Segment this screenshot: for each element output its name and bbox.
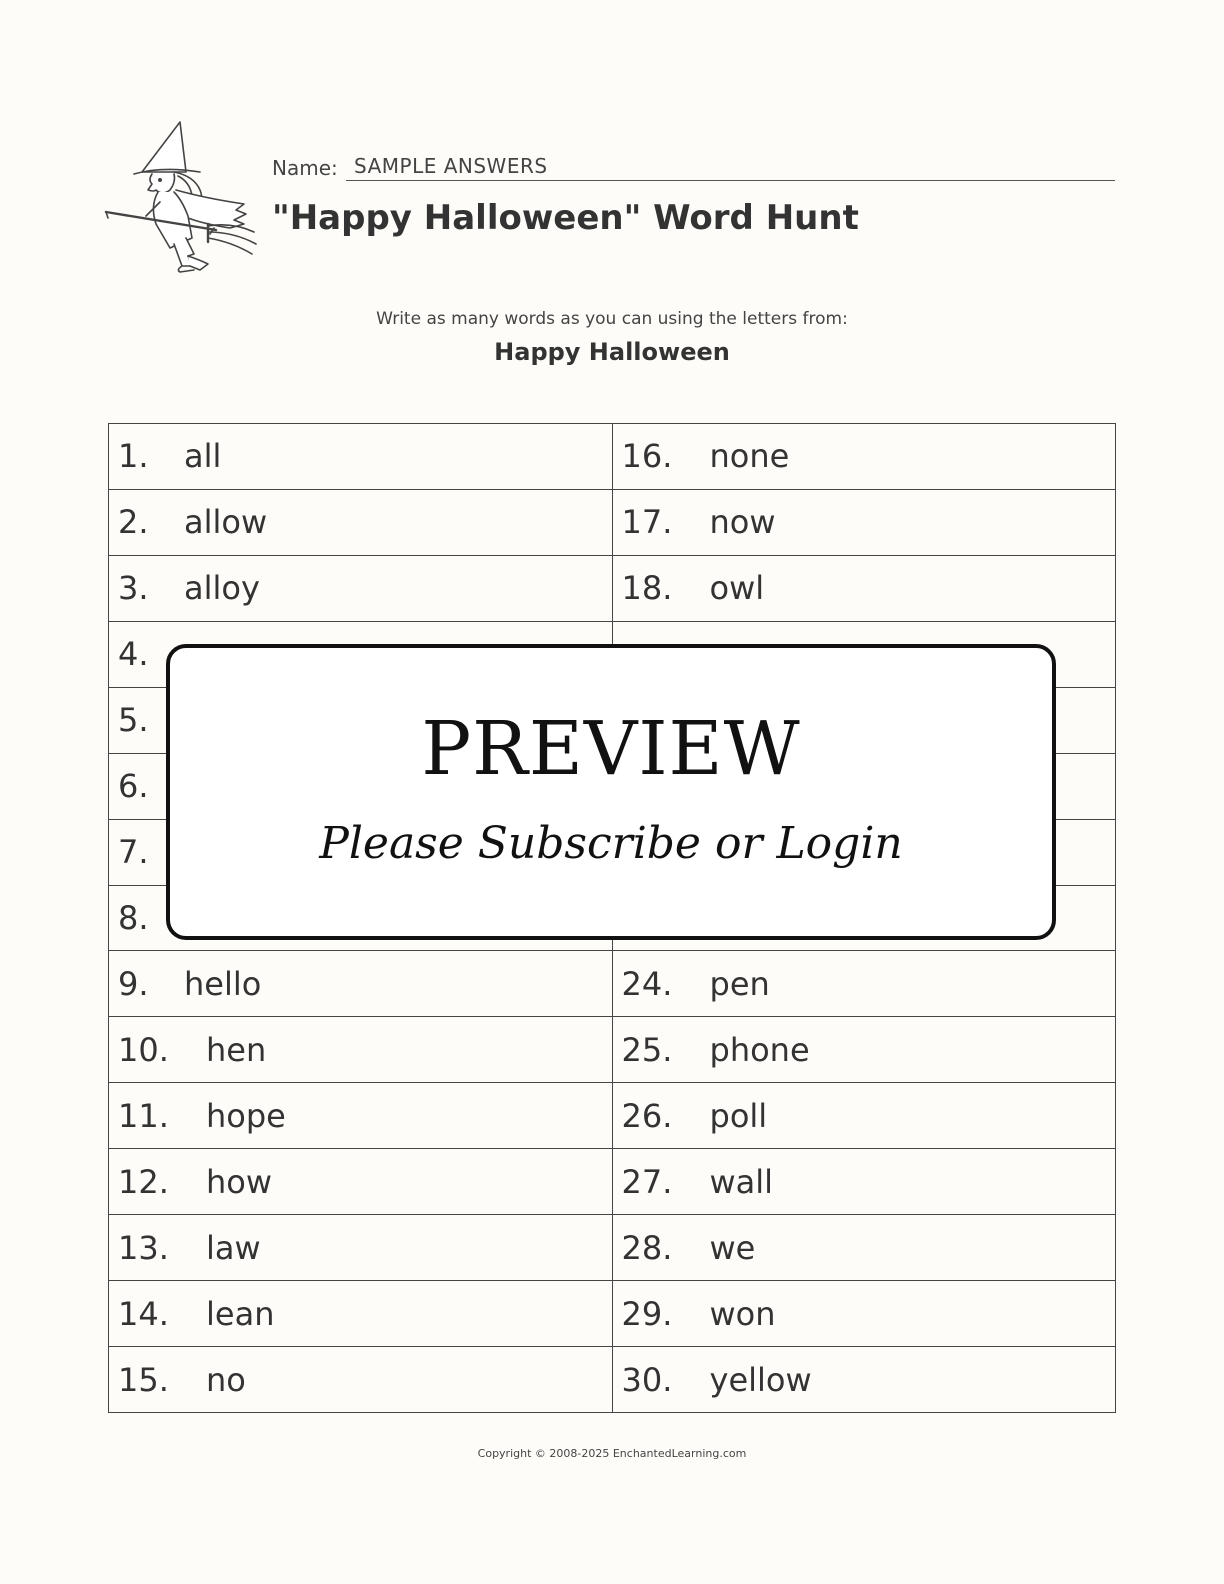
preview-title: PREVIEW — [421, 706, 801, 792]
word-answer: how — [206, 1162, 273, 1201]
word-answer: none — [709, 437, 790, 476]
word-cell — [613, 951, 1117, 1017]
word-cell — [109, 1149, 613, 1215]
word-cell — [613, 1281, 1117, 1347]
copyright-text: Copyright © 2008-2025 EnchantedLearning.com — [477, 1447, 747, 1460]
word-answer: no — [206, 1360, 246, 1399]
word-answer: now — [709, 503, 776, 542]
word-cell — [613, 490, 1117, 556]
word-answer: poll — [709, 1096, 768, 1135]
word-number: 28. — [621, 1228, 673, 1267]
word-number: 7. — [118, 833, 149, 872]
word-number: 2. — [118, 503, 149, 542]
word-number: 11. — [118, 1096, 169, 1135]
word-number: 30. — [621, 1360, 673, 1399]
word-answer: lean — [206, 1294, 275, 1333]
word-number: 29. — [621, 1294, 673, 1333]
word-cell — [613, 1149, 1117, 1215]
word-answer: wall — [709, 1162, 774, 1201]
instructions-text: Write as many words as you can using the letters from: — [376, 309, 848, 329]
name-label: Name: — [272, 156, 338, 180]
word-number: 3. — [118, 569, 149, 608]
word-number: 15. — [118, 1360, 169, 1399]
word-answer: allow — [184, 503, 268, 542]
word-cell — [613, 556, 1117, 622]
name-field: SAMPLE ANSWERS — [346, 152, 1115, 181]
word-answer: phone — [709, 1030, 810, 1069]
name-field-row — [272, 152, 1115, 184]
word-answer: law — [206, 1228, 261, 1267]
word-cell — [109, 1215, 613, 1281]
word-answer: hello — [184, 964, 262, 1003]
word-number: 6. — [118, 767, 149, 806]
word-cell — [613, 1017, 1117, 1083]
word-number: 1. — [118, 437, 149, 476]
word-cell — [109, 490, 613, 556]
word-number: 24. — [621, 964, 673, 1003]
word-cell — [613, 1215, 1117, 1281]
word-number: 25. — [621, 1030, 673, 1069]
word-number: 5. — [118, 701, 149, 740]
word-number: 18. — [621, 569, 673, 608]
worksheet-title: "Happy Halloween" Word Hunt — [272, 198, 859, 238]
word-answer: owl — [709, 569, 765, 608]
word-answer: we — [709, 1228, 756, 1267]
word-number: 8. — [118, 898, 149, 937]
word-number: 16. — [621, 437, 673, 476]
witch-on-broom-icon — [104, 120, 260, 276]
subscribe-or-login-link[interactable]: Please Subscribe or Login — [319, 818, 903, 869]
word-answer: pen — [709, 964, 770, 1003]
word-answer: yellow — [709, 1360, 812, 1399]
word-cell — [109, 951, 613, 1017]
preview-overlay[interactable] — [166, 644, 1056, 940]
word-cell — [109, 1017, 613, 1083]
word-answer: hen — [206, 1030, 267, 1069]
word-number: 12. — [118, 1162, 169, 1201]
word-cell — [613, 1083, 1117, 1149]
word-number: 14. — [118, 1294, 169, 1333]
source-phrase: Happy Halloween — [494, 338, 730, 366]
word-cell — [613, 424, 1117, 490]
word-cell — [109, 424, 613, 490]
word-cell — [109, 1347, 613, 1413]
word-number: 17. — [621, 503, 673, 542]
word-number: 9. — [118, 964, 149, 1003]
word-cell — [109, 1281, 613, 1347]
word-cell — [613, 1347, 1117, 1413]
word-answer: won — [709, 1294, 776, 1333]
word-answer: all — [184, 437, 222, 476]
word-answer: hope — [206, 1096, 286, 1135]
word-number: 4. — [118, 635, 149, 674]
word-answer: alloy — [184, 569, 260, 608]
word-number: 26. — [621, 1096, 673, 1135]
word-cell — [109, 556, 613, 622]
word-number: 13. — [118, 1228, 169, 1267]
word-number: 10. — [118, 1030, 169, 1069]
word-cell — [109, 1083, 613, 1149]
word-number: 27. — [621, 1162, 673, 1201]
